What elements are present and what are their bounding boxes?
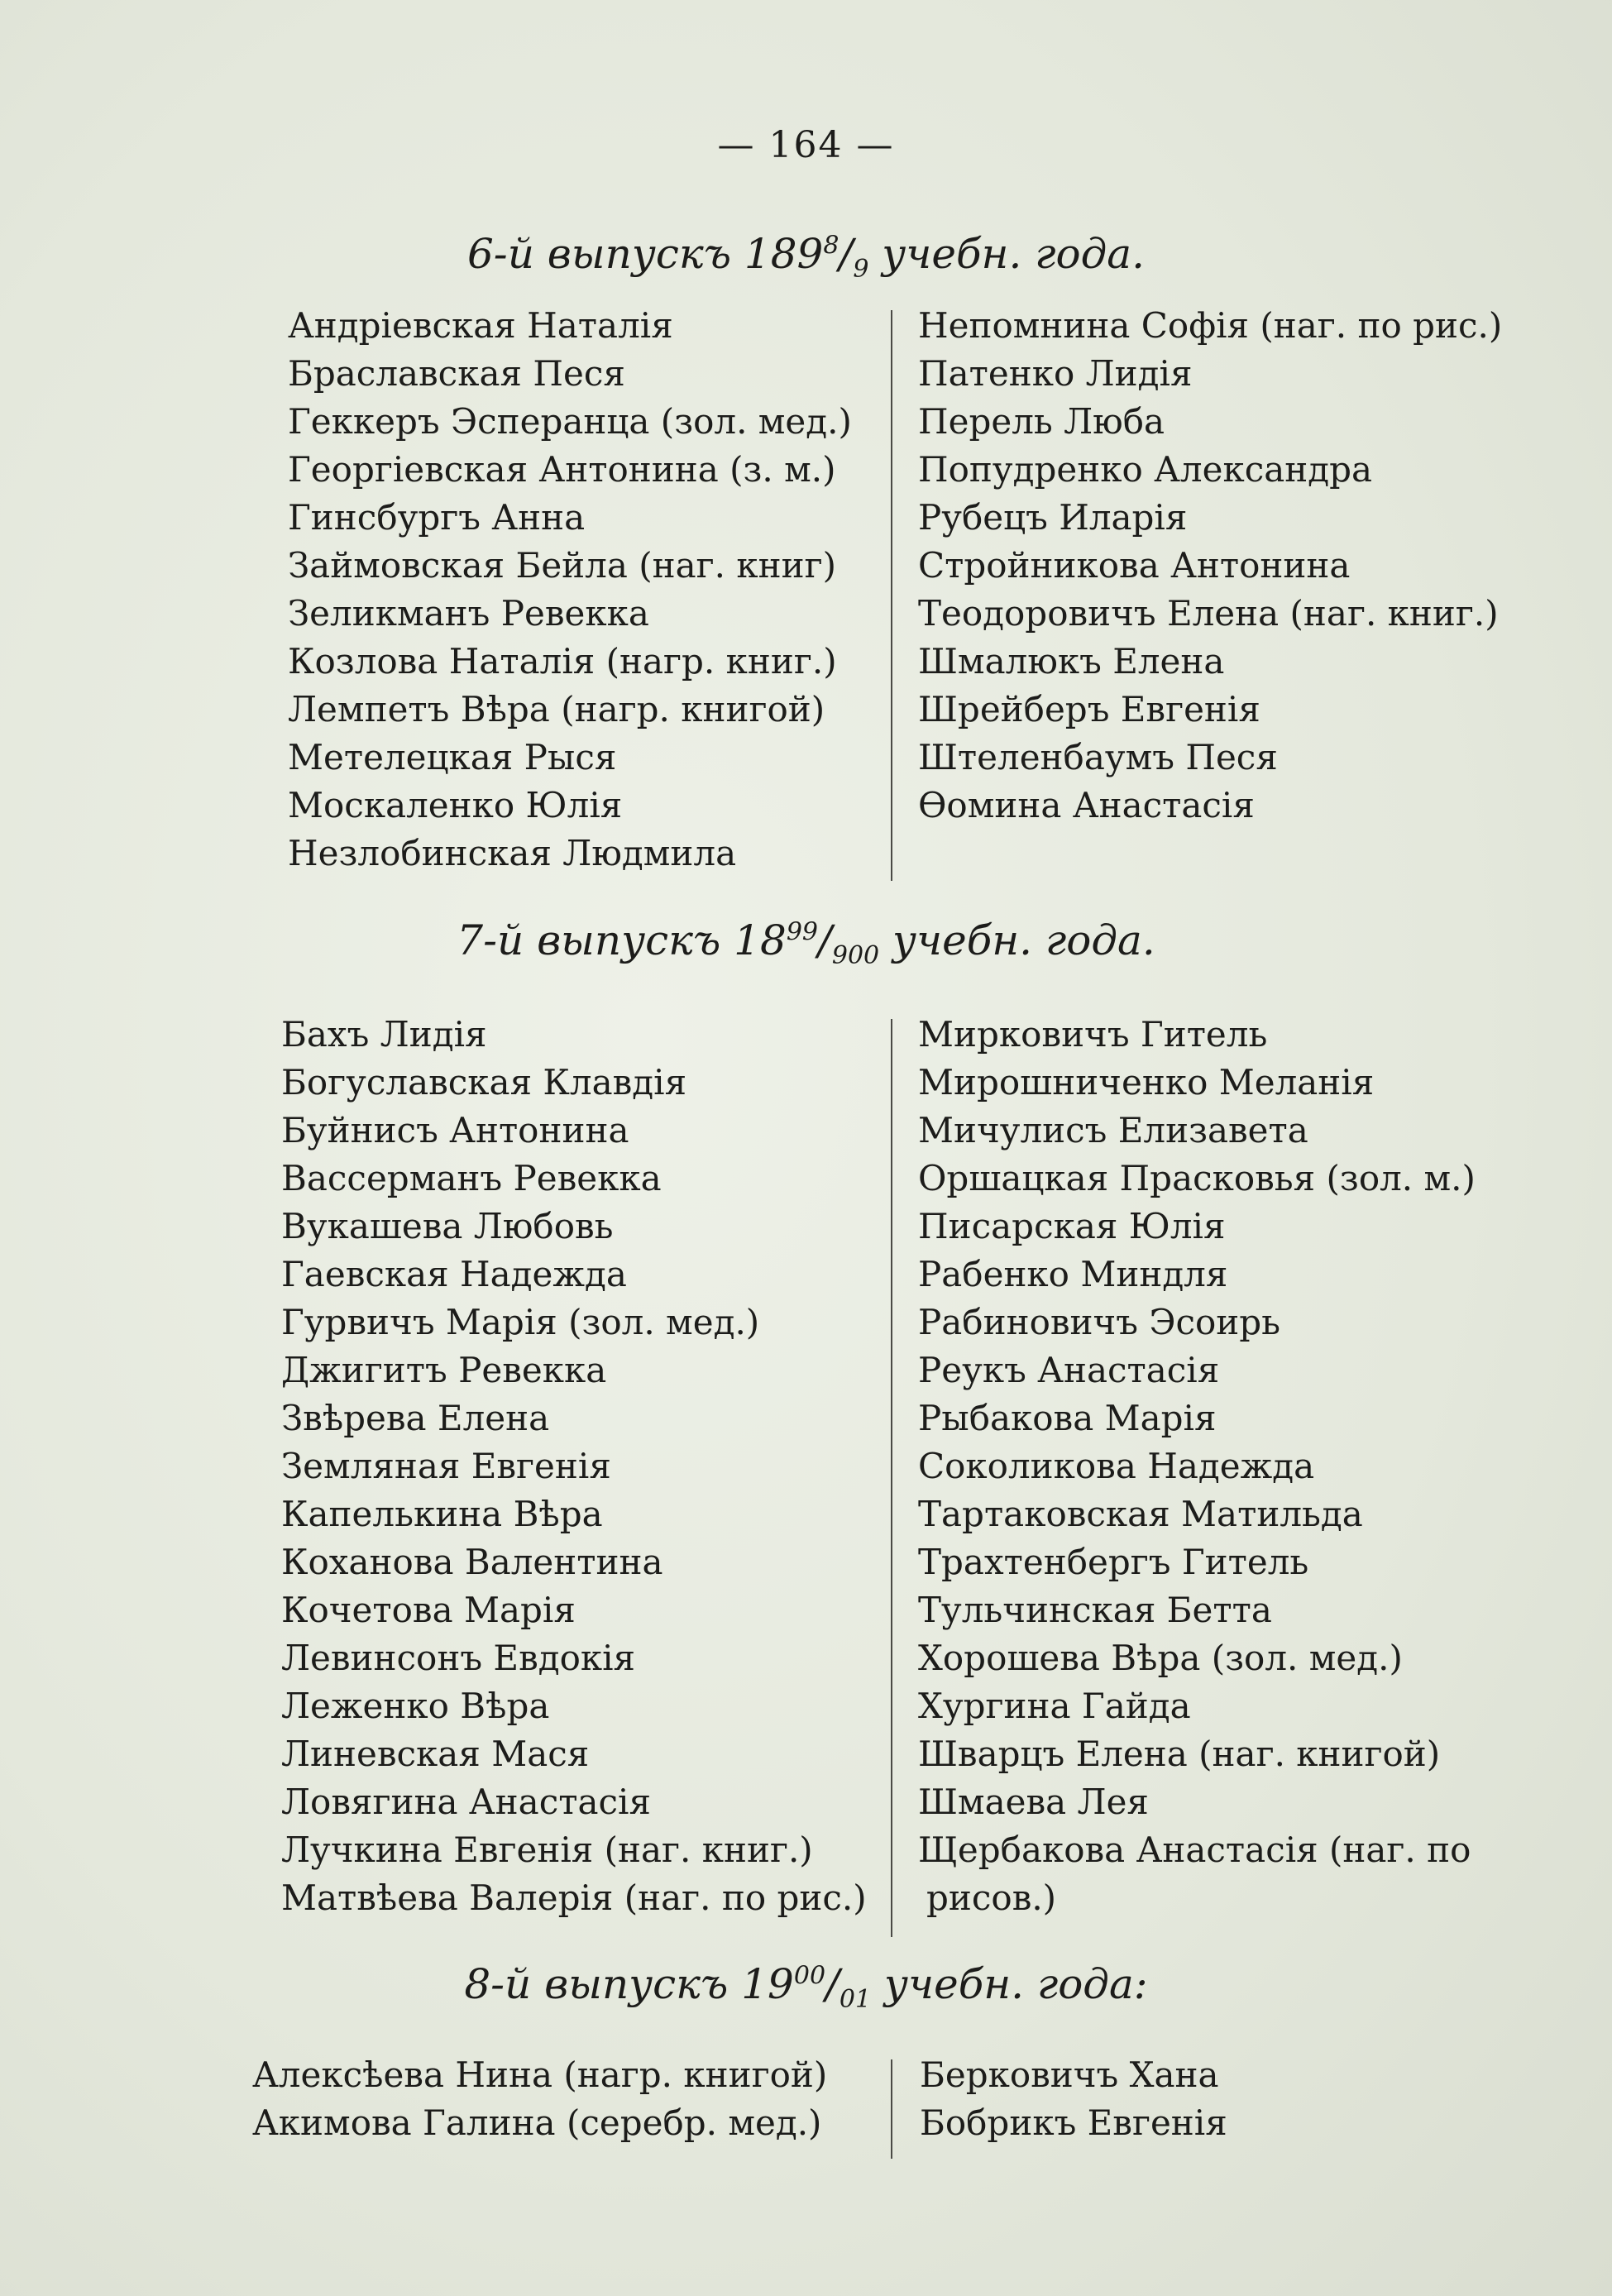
right-column bbox=[920, 2051, 1227, 2147]
right-column bbox=[918, 302, 1502, 830]
list-item: Шрейберъ Евгенія bbox=[918, 689, 1260, 729]
list-item: Штеленбаумъ Песя bbox=[918, 737, 1278, 777]
list-item: Гинсбургъ Анна bbox=[288, 497, 586, 538]
list-item: Патенко Лидія bbox=[918, 353, 1193, 394]
left-column bbox=[288, 302, 852, 878]
list-item: Рыбакова Марія bbox=[918, 1398, 1217, 1438]
list-item: Рабенко Миндля bbox=[918, 1254, 1228, 1294]
list-item: Мичулисъ Елизавета bbox=[918, 1110, 1308, 1150]
list-item: Акимова Галина (серебр. мед.) bbox=[252, 2102, 822, 2143]
heading-sup: 8 bbox=[823, 231, 839, 261]
list-item: Метелецкая Рыся bbox=[288, 737, 617, 777]
list-item: Хорошева Вѣра (зол. мед.) bbox=[918, 1638, 1403, 1678]
list-item: Незлобинская Людмила bbox=[288, 833, 737, 873]
heading-prefix: 7-й выпускъ 18 bbox=[457, 916, 787, 964]
list-item: Мирковичъ Гитель bbox=[918, 1014, 1268, 1055]
list-item: Зеликманъ Ревекка bbox=[288, 593, 649, 634]
list-item: Вукашева Любовь bbox=[281, 1206, 614, 1246]
heading-suffix: учебн. года: bbox=[871, 1960, 1148, 2008]
list-item: Теодоровичъ Елена (наг. книг.) bbox=[918, 593, 1499, 634]
list-item: Бахъ Лидія bbox=[281, 1014, 487, 1055]
list-item: Матвѣева Валерія (наг. по рис.) bbox=[281, 1877, 867, 1918]
list-item: Бобрикъ Евгенія bbox=[920, 2102, 1227, 2143]
list-item: рисов.) bbox=[926, 1877, 1057, 1918]
list-item: Вассерманъ Ревекка bbox=[281, 1158, 662, 1198]
list-item: Шмалюкъ Елена bbox=[918, 641, 1225, 682]
list-item: Земляная Евгенія bbox=[281, 1446, 611, 1486]
list-item: Тульчинская Бетта bbox=[918, 1590, 1272, 1630]
heading-suffix: учебн. года. bbox=[868, 230, 1145, 278]
list-item: Москаленко Юлія bbox=[288, 785, 623, 825]
column-divider bbox=[891, 1019, 892, 1937]
list-item: Шмаева Лея bbox=[918, 1782, 1149, 1822]
page-number: — 164 — bbox=[717, 124, 895, 166]
list-item: Рабиновичъ Эсоирь bbox=[918, 1302, 1281, 1342]
list-item: Хургина Гайда bbox=[918, 1686, 1191, 1726]
section-heading-8: 8-й выпускъ $19^{00}/_{01}$ учебн. года: bbox=[464, 1960, 1148, 2014]
heading-sup: 99 bbox=[786, 917, 818, 947]
list-item: Левинсонъ Евдокія bbox=[281, 1638, 636, 1678]
list-item: Писарская Юлія bbox=[918, 1206, 1226, 1246]
list-item: Соколикова Надежда bbox=[918, 1446, 1315, 1486]
list-item: Шварцъ Елена (наг. книгой) bbox=[918, 1734, 1441, 1774]
list-item: Капелькина Вѣра bbox=[281, 1494, 603, 1534]
list-item: Ловягина Анастасія bbox=[281, 1782, 651, 1822]
list-item: Тартаковская Матильда bbox=[918, 1494, 1363, 1534]
list-item: Реукъ Анастасія bbox=[918, 1350, 1220, 1390]
list-item: Берковичъ Хана bbox=[920, 2054, 1219, 2095]
section-heading-6: 6-й выпускъ $189^8/_9$ учебн. года. bbox=[467, 230, 1145, 284]
list-item: Козлова Наталія (нагр. книг.) bbox=[288, 641, 837, 682]
list-item: Попудренко Александра bbox=[918, 449, 1373, 490]
list-item: Андріевская Наталія bbox=[288, 305, 673, 346]
list-item: Мирошниченко Меланія bbox=[918, 1062, 1375, 1103]
heading-prefix: 6-й выпускъ 189 bbox=[467, 230, 824, 278]
list-item: Перель Люба bbox=[918, 401, 1165, 442]
heading-suffix: учебн. года. bbox=[879, 916, 1155, 964]
section-heading-7: 7-й выпускъ $18^{99}/_{900}$ учебн. года. bbox=[457, 916, 1155, 970]
list-item: Коханова Валентина bbox=[281, 1542, 663, 1582]
left-column bbox=[281, 1011, 867, 1922]
list-item: Леженко Вѣра bbox=[281, 1686, 550, 1726]
heading-sub: 01 bbox=[839, 1985, 872, 2014]
right-column bbox=[918, 1011, 1476, 1922]
list-item: Богуславская Клавдія bbox=[281, 1062, 687, 1103]
list-item: Георгіевская Антонина (з. м.) bbox=[288, 449, 836, 490]
list-item: Гурвичъ Марія (зол. мед.) bbox=[281, 1302, 760, 1342]
list-item: Займовская Бейла (наг. книг) bbox=[288, 545, 836, 586]
list-item: Лемпетъ Вѣра (нагр. книгой) bbox=[288, 689, 825, 729]
list-item: Звѣрева Елена bbox=[281, 1398, 550, 1438]
heading-sub: 900 bbox=[831, 941, 880, 970]
list-item: Щербакова Анастасія (наг. по bbox=[918, 1830, 1471, 1870]
list-item: Линевская Мася bbox=[281, 1734, 590, 1774]
list-item: Кочетова Марія bbox=[281, 1590, 576, 1630]
list-item: Геккеръ Эсперанца (зол. мед.) bbox=[288, 401, 852, 442]
list-item: Алексѣева Нина (нагр. книгой) bbox=[252, 2054, 828, 2095]
heading-prefix: 8-й выпускъ 19 bbox=[464, 1960, 794, 2008]
list-item: Стройникова Антонина bbox=[918, 545, 1351, 586]
list-item: Буйнисъ Антонина bbox=[281, 1110, 629, 1150]
left-column bbox=[252, 2051, 827, 2147]
list-item: Рубецъ Иларія bbox=[918, 497, 1188, 538]
column-divider bbox=[891, 310, 892, 881]
list-item: Ѳомина Анастасія bbox=[918, 785, 1255, 825]
heading-sup: 00 bbox=[793, 1961, 826, 1991]
list-item: Трахтенбергъ Гитель bbox=[918, 1542, 1309, 1582]
list-item: Браславская Песя bbox=[288, 353, 625, 394]
list-item: Непомнина Софія (наг. по рис.) bbox=[918, 305, 1503, 346]
list-item: Джигитъ Ревекка bbox=[281, 1350, 607, 1390]
heading-sub: 9 bbox=[853, 255, 869, 284]
list-item: Оршацкая Прасковья (зол. м.) bbox=[918, 1158, 1476, 1198]
column-divider bbox=[891, 2059, 892, 2159]
list-item: Лучкина Евгенія (наг. книг.) bbox=[281, 1830, 813, 1870]
list-item: Гаевская Надежда bbox=[281, 1254, 627, 1294]
